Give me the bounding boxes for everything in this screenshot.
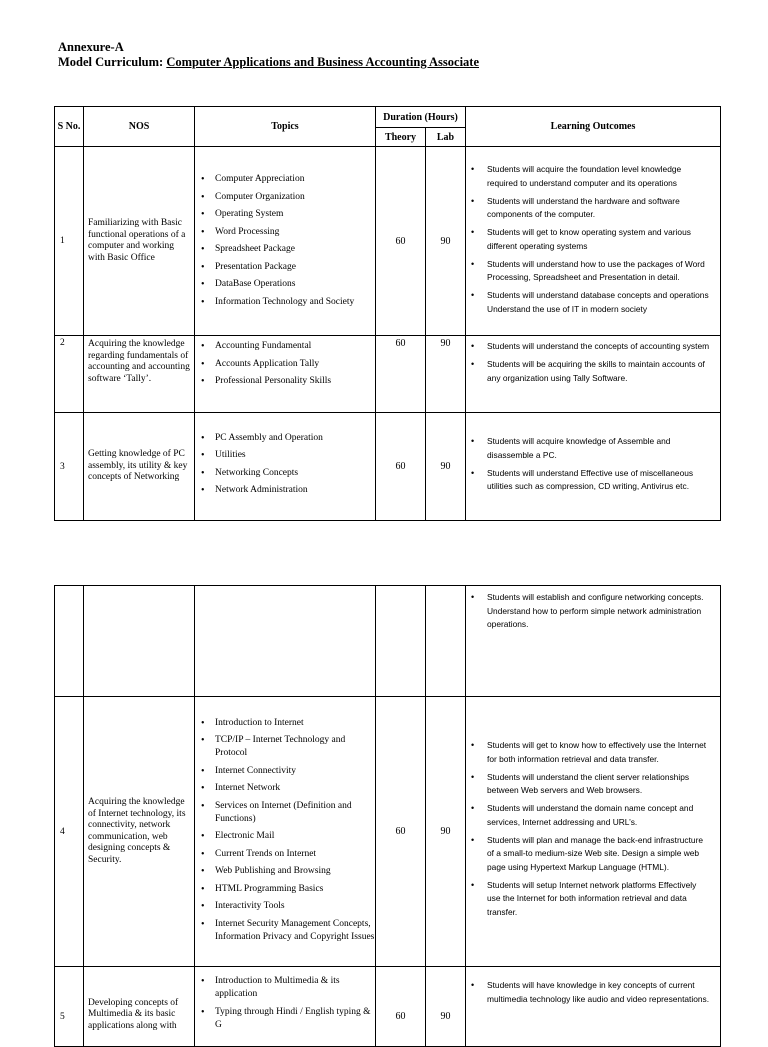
outcome-item: • Students will acquire knowledge of Assemble and disassemble a PC. — [487, 435, 712, 462]
row-topics — [195, 413, 376, 521]
row-sno — [55, 586, 84, 697]
topic-item: • Professional Personality Skills — [215, 375, 375, 388]
row-topics — [195, 336, 376, 413]
outcome-item: • Students will understand the hardware and software components of the computer. — [487, 195, 712, 222]
row-sno: 5 — [55, 967, 84, 1047]
table-row — [55, 336, 721, 413]
table-row-continuation — [55, 586, 721, 697]
topic-item: • HTML Programming Basics — [215, 883, 375, 896]
row-sno: 1 — [55, 147, 84, 336]
col-header-topics: Topics — [195, 107, 376, 147]
annexure-label: Annexure-A — [58, 40, 124, 54]
topic-item: • Network Administration — [215, 484, 375, 497]
topic-item: • Accounting Fundamental — [215, 340, 375, 353]
topic-item: • Services on Internet (Definition and Functions) — [215, 800, 375, 826]
topic-item: • Computer Organization — [215, 191, 375, 204]
row-lab: 90 — [426, 413, 466, 521]
topic-item: • Utilities — [215, 449, 375, 462]
row-sno: 4 — [55, 697, 84, 967]
topic-item: • Operating System — [215, 208, 375, 221]
col-header-nos: NOS — [84, 107, 195, 147]
topic-item: • Information Technology and Society — [215, 296, 375, 309]
document-header — [58, 40, 479, 70]
row-nos: Acquiring the knowledge of Internet technology, its connectivity, network communication, web designing concepts & Security. — [84, 697, 195, 967]
table-row — [55, 147, 721, 336]
curriculum-prefix: Model Curriculum: — [58, 55, 167, 69]
row-outcomes — [466, 336, 721, 413]
row-lab — [426, 586, 466, 697]
outcome-item: • Students will get to know operating system and various different operating systems — [487, 226, 712, 253]
outcome-item: • Students will understand how to use the packages of Word Processing, Spreadsheet and Presentation in detail. — [487, 258, 712, 285]
topic-item: • Internet Connectivity — [215, 765, 375, 778]
outcome-item: • Students will understand the concepts of accounting system — [487, 340, 712, 354]
topic-item: • Web Publishing and Browsing — [215, 865, 375, 878]
row-lab: 90 — [426, 336, 466, 413]
row-sno: 3 — [55, 413, 84, 521]
col-header-outcomes: Learning Outcomes — [466, 107, 721, 147]
row-topics — [195, 697, 376, 967]
topic-item: • Word Processing — [215, 226, 375, 239]
topic-item: • Typing through Hindi / English typing & G — [215, 1006, 375, 1032]
row-theory: 60 — [376, 967, 426, 1047]
topic-item: • DataBase Operations — [215, 278, 375, 291]
row-theory: 60 — [376, 697, 426, 967]
outcome-item: • Students will understand the client server relationships between Web servers and Web browsers. — [487, 771, 712, 798]
col-header-sno: S No. — [55, 107, 84, 147]
outcome-item: • Students will understand database concepts and operations Understand the use of IT in modern society — [487, 289, 712, 316]
topic-item: • Current Trends on Internet — [215, 848, 375, 861]
row-lab: 90 — [426, 967, 466, 1047]
header-row-1 — [55, 107, 721, 128]
row-outcomes — [466, 586, 721, 697]
row-sno: 2 — [55, 336, 84, 413]
row-nos: Developing concepts of Multimedia & its basic applications along with — [84, 967, 195, 1047]
curriculum-title: Computer Applications and Business Accounting Associate — [166, 55, 479, 69]
row-theory — [376, 586, 426, 697]
topic-item: • Electronic Mail — [215, 830, 375, 843]
row-nos: Familiarizing with Basic functional operations of a computer and working with Basic Office — [84, 147, 195, 336]
outcome-item: • Students will understand the domain name concept and services, Internet addressing and URL’s. — [487, 802, 712, 829]
outcome-item: • Students will get to know how to effectively use the Internet for both information retrieval and data transfer. — [487, 739, 712, 766]
row-nos — [84, 586, 195, 697]
outcome-item: • Students will be acquiring the skills to maintain accounts of any organization using Tally Software. — [487, 358, 712, 385]
topic-item: • Internet Security Management Concepts, Information Privacy and Copyright Issues — [215, 918, 375, 944]
row-theory: 60 — [376, 336, 426, 413]
row-topics — [195, 967, 376, 1047]
outcome-item: • Students will acquire the foundation level knowledge required to understand computer and its operations — [487, 163, 712, 190]
topic-item: • PC Assembly and Operation — [215, 432, 375, 445]
row-theory: 60 — [376, 147, 426, 336]
outcome-item: • Students will setup Internet network platforms Effectively use the Internet for both information retrieval and data transfer. — [487, 879, 712, 920]
outcome-item: • Students will have knowledge in key concepts of current multimedia technology like audio and video representations. — [487, 979, 712, 1006]
table-row — [55, 413, 721, 521]
topic-item: • Spreadsheet Package — [215, 243, 375, 256]
curriculum-table — [54, 106, 721, 521]
col-header-lab: Lab — [426, 128, 466, 147]
table-row — [55, 697, 721, 967]
row-theory: 60 — [376, 413, 426, 521]
topic-item: • Networking Concepts — [215, 467, 375, 480]
topic-item: • Internet Network — [215, 782, 375, 795]
row-lab: 90 — [426, 697, 466, 967]
curriculum-heading — [58, 55, 479, 70]
curriculum-table-continued — [54, 585, 721, 1047]
col-header-duration: Duration (Hours) — [376, 107, 466, 128]
row-outcomes — [466, 147, 721, 336]
topic-item: • Introduction to Internet — [215, 717, 375, 730]
row-lab: 90 — [426, 147, 466, 336]
row-outcomes — [466, 967, 721, 1047]
row-nos: Acquiring the knowledge regarding fundamentals of accounting and accounting software ‘Tally’. — [84, 336, 195, 413]
col-header-theory: Theory — [376, 128, 426, 147]
outcome-item: • Students will establish and configure networking concepts. Understand how to perform simple network administration operations. — [487, 591, 712, 632]
row-outcomes — [466, 697, 721, 967]
topic-item: • Computer Appreciation — [215, 173, 375, 186]
row-nos: Getting knowledge of PC assembly, its utility & key concepts of Networking — [84, 413, 195, 521]
row-topics — [195, 586, 376, 697]
topic-item: • Accounts Application Tally — [215, 358, 375, 371]
topic-item: • TCP/IP – Internet Technology and Protocol — [215, 734, 375, 760]
outcome-item: • Students will plan and manage the back-end infrastructure of a small-to medium-size Web site. Design a simple web page using Hypertext Markup Language (HTML). — [487, 834, 712, 875]
topic-item: • Presentation Package — [215, 261, 375, 274]
outcome-item: • Students will understand Effective use of miscellaneous utilities such as compression, CD writing, Antivirus etc. — [487, 467, 712, 494]
row-topics — [195, 147, 376, 336]
row-outcomes — [466, 413, 721, 521]
table-row — [55, 967, 721, 1047]
topic-item: • Interactivity Tools — [215, 900, 375, 913]
topic-item: • Introduction to Multimedia & its application — [215, 975, 375, 1001]
